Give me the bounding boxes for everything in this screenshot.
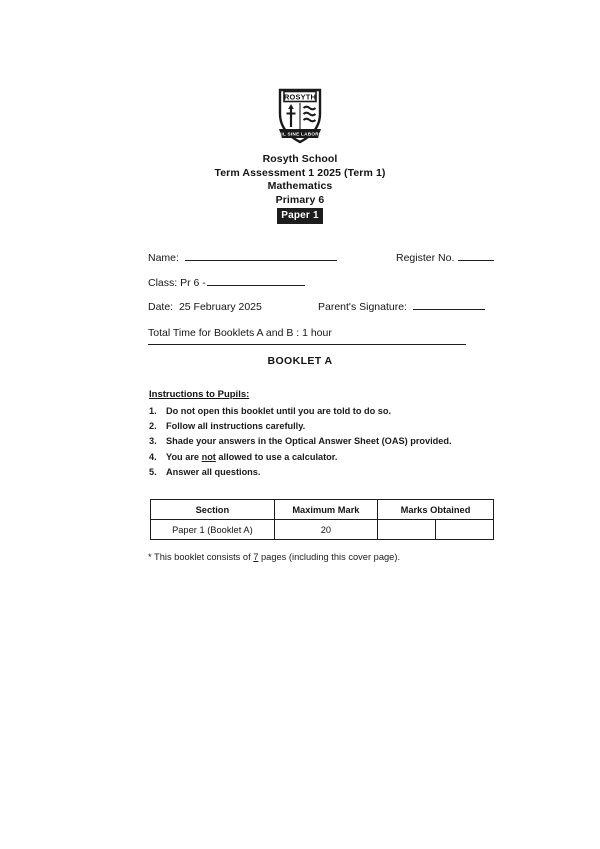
table-header-row: [151, 500, 494, 520]
list-item: [149, 434, 479, 449]
instruction-emphasis: not: [201, 451, 216, 462]
instruction-text: Answer all questions.: [166, 466, 261, 477]
list-item: [149, 450, 479, 465]
header-divider: [148, 344, 466, 345]
class-input-line[interactable]: [207, 285, 305, 286]
class-value: Pr 6 -: [180, 277, 206, 289]
instructions-list: [149, 404, 479, 480]
cell-section: Paper 1 (Booklet A): [151, 520, 275, 540]
column-header-section: Section: [151, 500, 275, 520]
instruction-text: You are: [166, 451, 202, 462]
exam-heading: [0, 153, 600, 224]
date-label: Date:: [148, 301, 174, 313]
total-time-row: [148, 327, 488, 339]
svg-text:ROSYTH: ROSYTH: [284, 92, 316, 102]
parent-signature-input-line[interactable]: [413, 309, 485, 310]
page-count-footnote: [148, 552, 400, 562]
instruction-number: 3.: [149, 436, 157, 447]
column-header-maximum-mark: Maximum Mark: [274, 500, 377, 520]
instructions-heading: Instructions to Pupils:: [149, 389, 250, 400]
instruction-number: 4.: [149, 451, 157, 462]
school-crest-container: [0, 84, 600, 144]
school-name: Rosyth School: [262, 153, 338, 165]
instruction-number: 5.: [149, 466, 157, 477]
date-value: 25 February 2025: [178, 301, 262, 313]
name-input-line[interactable]: [185, 260, 337, 261]
footnote-page-count: 7: [253, 552, 259, 562]
register-no-input-line[interactable]: [458, 260, 494, 261]
assessment-title: Term Assessment 1 2025 (Term 1): [214, 166, 386, 179]
class-label: Class:: [148, 277, 178, 289]
cell-maximum-mark: 20: [274, 520, 377, 540]
booklet-title: BOOKLET A: [267, 355, 333, 367]
parent-signature-label: Parent's Signature:: [318, 301, 407, 313]
instruction-text-tail: allowed to use a calculator.: [215, 451, 338, 462]
footnote-text-pre: * This booklet consists of: [148, 552, 254, 562]
total-time-text: Total Time for Booklets A and B : 1 hour: [148, 327, 332, 339]
name-label: Name:: [148, 252, 179, 264]
subject-name: Mathematics: [267, 180, 333, 192]
level-name: Primary 6: [275, 193, 325, 206]
paper-number-highlight: Paper 1: [277, 208, 323, 224]
rosyth-crest-icon: [274, 84, 326, 144]
list-item: [149, 465, 479, 480]
cell-marks-obtained-right[interactable]: [436, 520, 494, 540]
register-no-label: Register No.: [396, 252, 455, 264]
instruction-number: 1.: [149, 406, 157, 416]
register-field-row: [396, 252, 494, 264]
marks-table: [150, 499, 494, 540]
list-item: [149, 404, 479, 419]
instruction-number: 2.: [149, 421, 157, 432]
instruction-text: Do not open this booklet until you are told to do so.: [166, 406, 392, 416]
instruction-text: Follow all instructions carefully.: [166, 421, 306, 432]
table-row: [151, 520, 494, 540]
footnote-text-post: pages (including this cover page).: [258, 552, 401, 562]
column-header-marks-obtained: Marks Obtained: [378, 500, 494, 520]
signature-field-row: [318, 301, 485, 313]
instruction-text: Shade your answers in the Optical Answer Sheet (OAS) provided.: [166, 436, 452, 447]
cell-marks-obtained-left[interactable]: [378, 520, 436, 540]
class-field-row: [148, 277, 488, 289]
svg-text:NIL SINE LABORE: NIL SINE LABORE: [277, 131, 323, 137]
list-item: [149, 419, 479, 434]
